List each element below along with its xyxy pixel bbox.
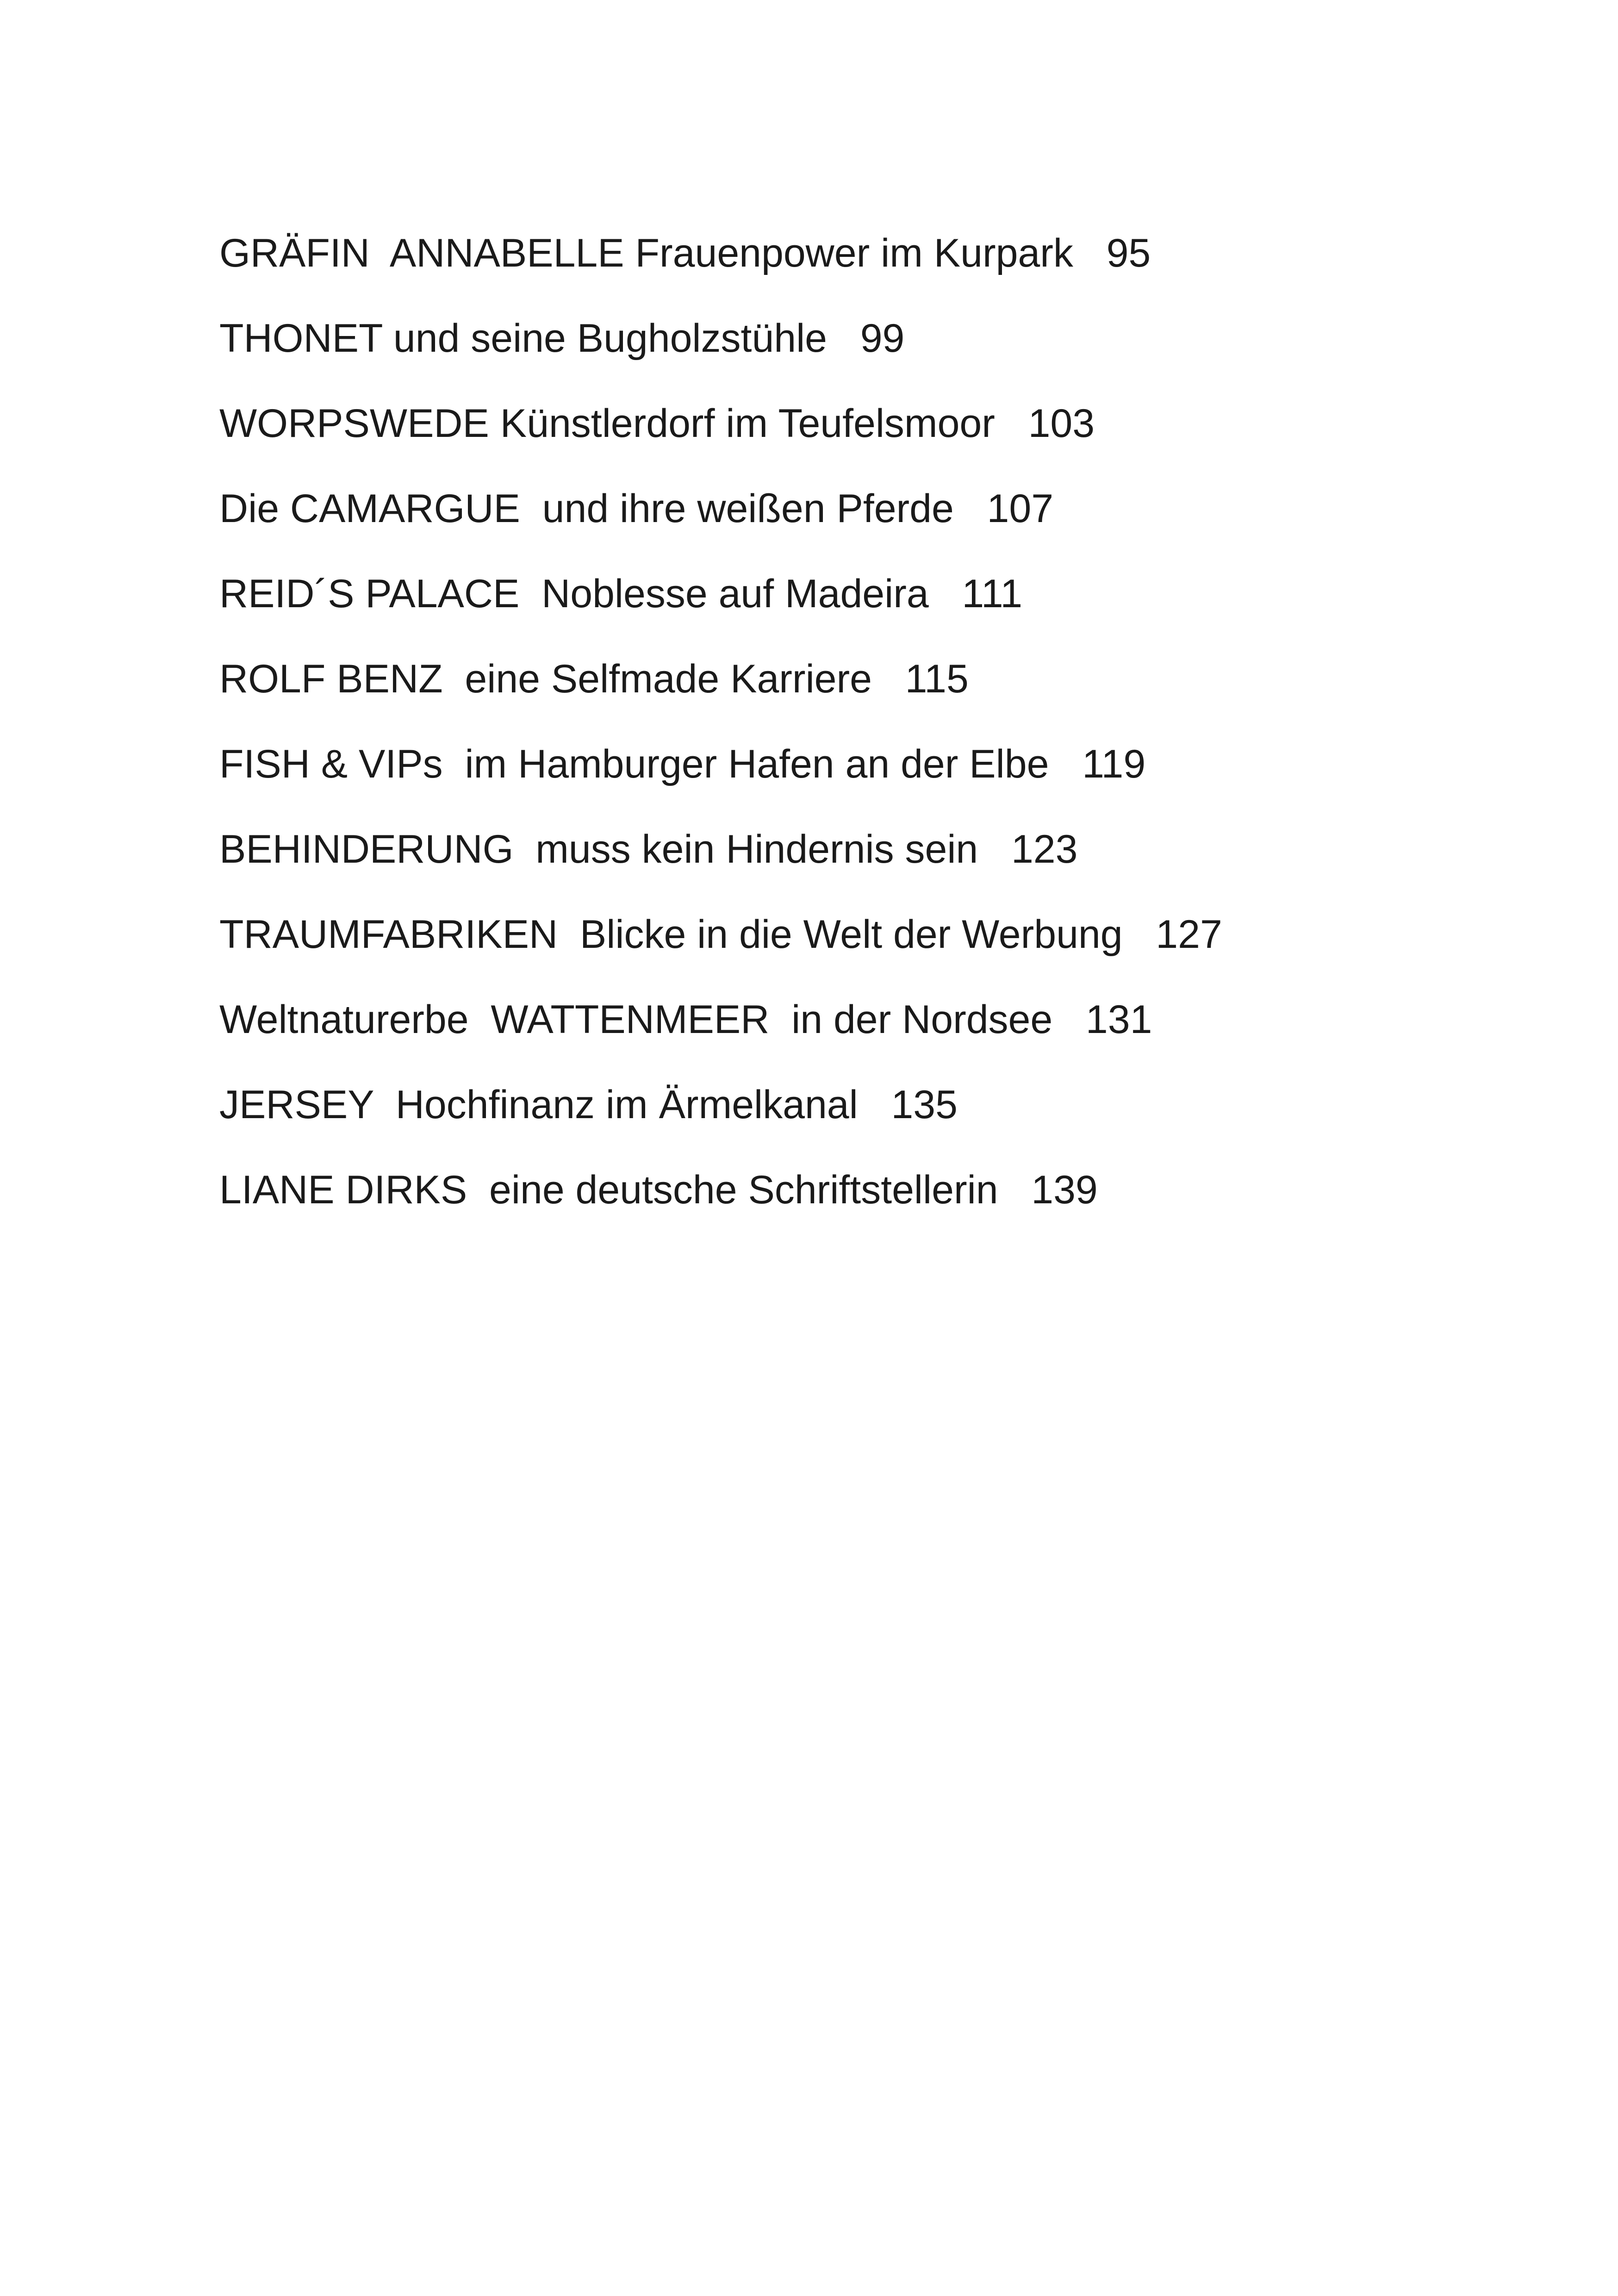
toc-entry-page-number: 135: [891, 1083, 958, 1127]
toc-entry-title: JERSEY Hochfinanz im Ärmelkanal: [219, 1083, 858, 1127]
toc-entry: [219, 381, 1222, 466]
toc-entry: [219, 211, 1222, 296]
toc-entry-title: REID´S PALACE Noblesse auf Madeira: [219, 572, 929, 616]
toc-entry: [219, 977, 1222, 1062]
toc-entry-title: BEHINDERUNG muss kein Hindernis sein: [219, 827, 978, 871]
toc-entry-page-number: 123: [1011, 827, 1078, 871]
toc-entry: [219, 807, 1222, 892]
toc-entry: [219, 551, 1222, 636]
toc-entry-title: FISH & VIPs im Hamburger Hafen an der Elbe: [219, 742, 1049, 786]
toc-entry-title: WORPSWEDE Künstlerdorf im Teufelsmoor: [219, 401, 995, 446]
toc-entry-page-number: 111: [962, 572, 1023, 616]
toc-entry-page-number: 99: [860, 316, 905, 361]
toc-entry-page-number: 95: [1106, 231, 1151, 275]
toc-entry-page-number: 131: [1085, 997, 1152, 1042]
toc-entry-title: ROLF BENZ eine Selfmade Karriere: [219, 657, 872, 701]
toc-entry: [219, 466, 1222, 551]
toc-entry: [219, 296, 1222, 381]
toc-entry-title: THONET und seine Bugholzstühle: [219, 316, 828, 361]
toc-entry: [219, 636, 1222, 722]
toc-entry-page-number: 139: [1031, 1168, 1098, 1212]
table-of-contents: [219, 211, 1222, 1232]
toc-entry-title: Weltnaturerbe WATTENMEER in der Nordsee: [219, 997, 1053, 1042]
toc-entry: [219, 1147, 1222, 1232]
toc-entry-page-number: 115: [905, 657, 969, 701]
toc-entry-title: Die CAMARGUE und ihre weißen Pferde: [219, 486, 954, 531]
toc-entry: [219, 722, 1222, 807]
toc-entry-page-number: 119: [1082, 742, 1146, 786]
toc-entry: [219, 892, 1222, 977]
toc-entry-title: GRÄFIN ANNABELLE Frauenpower im Kurpark: [219, 231, 1073, 275]
toc-entry-page-number: 127: [1156, 912, 1222, 957]
toc-entry-title: LIANE DIRKS eine deutsche Schriftstellerin: [219, 1168, 998, 1212]
toc-entry-title: TRAUMFABRIKEN Blicke in die Welt der Werbung: [219, 912, 1123, 957]
toc-entry-page-number: 103: [1028, 401, 1095, 446]
toc-entry-page-number: 107: [987, 486, 1054, 531]
toc-entry: [219, 1062, 1222, 1147]
